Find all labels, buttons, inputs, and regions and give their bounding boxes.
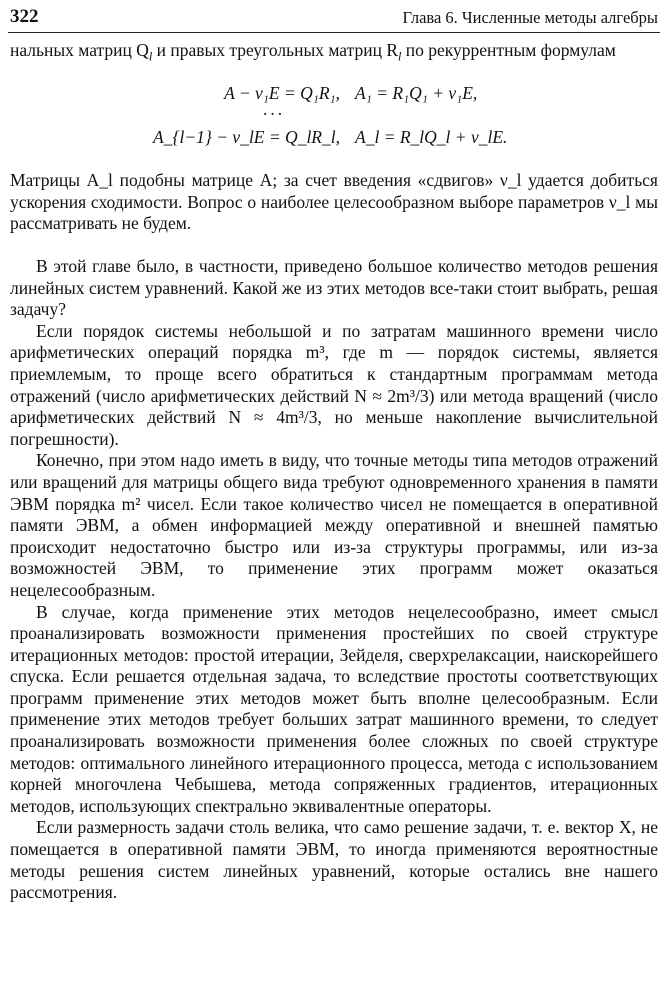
formula-block bbox=[150, 83, 550, 149]
formula-2-left: A_{l−1} − ν_lE = Q_lR_l, bbox=[153, 127, 340, 147]
paragraph-5: Если размерность задачи столь велика, что само решение задачи, т. е. вектор X, не помещается в оперативной памяти ЭВМ, то иногда применяются вероятностные методы решения систем линейных уравнений, которые остались вне нашего рассмотрения. bbox=[10, 817, 658, 903]
formula-1-left: A − ν₁E = Q₁R₁, bbox=[224, 83, 340, 103]
after-formulas-text bbox=[10, 170, 658, 235]
running-head: Глава 6. Численные методы алгебры bbox=[402, 8, 658, 27]
header-rule bbox=[8, 32, 660, 33]
formula-dots: ... bbox=[263, 99, 286, 119]
page-number: 322 bbox=[10, 6, 39, 27]
formula-row-2 bbox=[150, 127, 550, 149]
intro-paragraph: нальных матриц $Q_l$ и правых треугольных матриц $R_l$ по рекуррентным формулам bbox=[10, 40, 616, 64]
intro-text bbox=[10, 40, 658, 62]
page-header bbox=[10, 4, 658, 32]
after-formulas-paragraph: Матрицы A_l подобны матрице A; за счет введения «сдвигов» ν_l удается добиться ускорения сходимости. Вопрос о наиболее целесообразном выборе параметров ν_l мы рассматривать не будем. bbox=[10, 170, 658, 234]
paragraph-4: В случае, когда применение этих методов нецелесообразно, имеет смысл проанализировать возможности применения простейших по своей структуре итерационных методов: простой итерации, Зейделя, сверхрелаксации, наискорейшего спуска. Если решается отдельная задача, то вследствие простоты соответствующих программ применение этих методов может быть вполне целесообразным. Если применение этих методов требует больших затрат машинного времени, то следует проанализировать возможности применения более сложных по своей структуре методов: оптимального линейного итерационного процесса, метода с использованием корней многочлена Чебышева, метода сопряженных градиентов, итерационных методов, использующих спектрально эквивалентные операторы. bbox=[10, 601, 658, 816]
formula-2-right: A_l = R_lQ_l + ν_lE. bbox=[355, 127, 508, 147]
main-text bbox=[10, 256, 658, 904]
formula-dots-row bbox=[150, 99, 550, 127]
paragraph-3: Конечно, при этом надо иметь в виду, что точные методы типа методов отражений или вращений для матрицы общего вида требуют одновременного хранения в памяти ЭВМ порядка m² чисел. Если такое количество чисел не помещается в оперативной памяти ЭВМ, а обмен информацией между оперативной и внешней памятью происходит недостаточно быстро или из-за структуры программы, или из-за возможностей ЭВМ, то применение этих программ может оказаться нецелесообразным. bbox=[10, 450, 658, 600]
paragraph-1: В этой главе было, в частности, приведено большое количество методов решения линейных систем уравнений. Какой же из этих методов все-таки стоит выбрать, решая задачу? bbox=[10, 256, 658, 320]
formula-row-1 bbox=[150, 83, 550, 105]
paragraph-2: Если порядок системы небольшой и по затратам машинного времени число арифметических операций порядка m³, где m — порядок системы, является приемлемым, то проще всего обратиться к стандартным программам метода отражений (число арифметических действий N ≈ 2m³/3) или метода вращений (число арифметических действий N ≈ 4m³/3, но меньше накопление вычислительной погрешности). bbox=[10, 320, 658, 449]
formula-1-right: A₁ = R₁Q₁ + ν₁E, bbox=[355, 83, 478, 103]
